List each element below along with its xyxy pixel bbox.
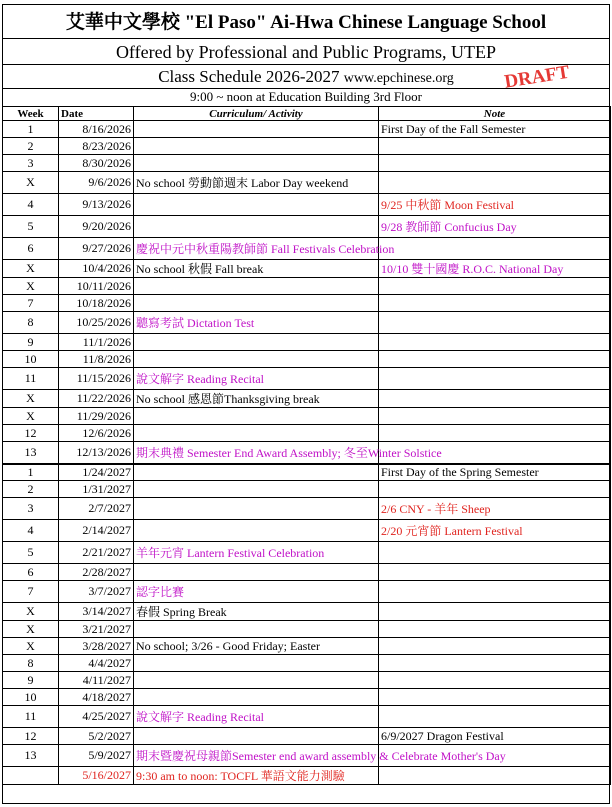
note-cell bbox=[379, 672, 611, 689]
note-cell bbox=[379, 767, 611, 785]
date-cell: 8/30/2026 bbox=[59, 155, 134, 172]
table-row bbox=[3, 138, 611, 155]
note-cell bbox=[379, 295, 611, 312]
note-cell bbox=[379, 390, 611, 408]
date-cell: 4/18/2027 bbox=[59, 689, 134, 706]
curriculum-cell: 慶祝中元中秋重陽教師節 Fall Festivals Celebration bbox=[134, 238, 379, 260]
curriculum-cell bbox=[134, 520, 379, 542]
note-cell bbox=[379, 138, 611, 155]
curriculum-cell bbox=[134, 481, 379, 498]
date-cell: 2/7/2027 bbox=[59, 498, 134, 520]
note-cell bbox=[379, 603, 611, 621]
table-row bbox=[3, 172, 611, 194]
table-row bbox=[3, 121, 611, 138]
table-header-row bbox=[3, 107, 611, 121]
week-cell: X bbox=[3, 278, 59, 295]
week-cell: X bbox=[3, 638, 59, 655]
note-cell bbox=[379, 706, 611, 728]
date-cell: 4/25/2027 bbox=[59, 706, 134, 728]
table-row bbox=[3, 278, 611, 295]
date-cell: 3/28/2027 bbox=[59, 638, 134, 655]
note-cell bbox=[379, 312, 611, 334]
table-row bbox=[3, 655, 611, 672]
table-row bbox=[3, 638, 611, 655]
week-cell: 11 bbox=[3, 706, 59, 728]
date-cell: 3/21/2027 bbox=[59, 621, 134, 638]
week-cell: 11 bbox=[3, 368, 59, 390]
week-cell: 7 bbox=[3, 295, 59, 312]
note-cell: First Day of the Spring Semester bbox=[379, 464, 611, 481]
date-cell: 4/4/2027 bbox=[59, 655, 134, 672]
week-cell: 6 bbox=[3, 564, 59, 581]
curriculum-cell: No school 秋假 Fall break bbox=[134, 260, 379, 278]
date-cell: 12/6/2026 bbox=[59, 425, 134, 442]
date-cell: 9/13/2026 bbox=[59, 194, 134, 216]
week-cell: 4 bbox=[3, 194, 59, 216]
note-cell: 6/9/2027 Dragon Festival bbox=[379, 728, 611, 745]
note-cell bbox=[379, 564, 611, 581]
week-cell: 9 bbox=[3, 334, 59, 351]
date-cell: 9/6/2026 bbox=[59, 172, 134, 194]
curriculum-cell bbox=[134, 464, 379, 481]
note-cell bbox=[379, 481, 611, 498]
table-row bbox=[3, 581, 611, 603]
curriculum-cell: 認字比賽 bbox=[134, 581, 379, 603]
date-cell: 3/14/2027 bbox=[59, 603, 134, 621]
week-cell: 12 bbox=[3, 728, 59, 745]
week-cell: 12 bbox=[3, 425, 59, 442]
date-cell: 11/15/2026 bbox=[59, 368, 134, 390]
table-row bbox=[3, 368, 611, 390]
note-cell bbox=[379, 655, 611, 672]
note-cell bbox=[379, 581, 611, 603]
week-cell: 1 bbox=[3, 121, 59, 138]
curriculum-cell bbox=[134, 216, 379, 238]
note-cell bbox=[379, 638, 611, 655]
week-cell: 3 bbox=[3, 498, 59, 520]
date-cell: 1/24/2027 bbox=[59, 464, 134, 481]
table-row bbox=[3, 312, 611, 334]
date-cell: 2/21/2027 bbox=[59, 542, 134, 564]
date-cell: 10/18/2026 bbox=[59, 295, 134, 312]
date-cell: 8/16/2026 bbox=[59, 121, 134, 138]
date-cell: 11/1/2026 bbox=[59, 334, 134, 351]
date-cell: 9/27/2026 bbox=[59, 238, 134, 260]
date-cell: 5/16/2027 bbox=[59, 767, 134, 785]
table-row bbox=[3, 295, 611, 312]
curriculum-cell bbox=[134, 278, 379, 295]
column-header-curriculum: Curriculum/ Activity bbox=[134, 107, 379, 121]
curriculum-cell bbox=[134, 351, 379, 368]
curriculum-cell bbox=[134, 138, 379, 155]
curriculum-cell: No school 勞動節週末 Labor Day weekend bbox=[134, 172, 379, 194]
date-cell: 10/11/2026 bbox=[59, 278, 134, 295]
table-row bbox=[3, 498, 611, 520]
week-cell: 13 bbox=[3, 745, 59, 767]
divider bbox=[2, 38, 610, 39]
date-cell: 11/8/2026 bbox=[59, 351, 134, 368]
date-cell: 8/23/2026 bbox=[59, 138, 134, 155]
table-row bbox=[3, 260, 611, 278]
table-row bbox=[3, 442, 611, 464]
table-row bbox=[3, 689, 611, 706]
table-row bbox=[3, 464, 611, 481]
program-subtitle: Offered by Professional and Public Programs, UTEP bbox=[115, 42, 497, 62]
curriculum-cell bbox=[134, 728, 379, 745]
table-row bbox=[3, 672, 611, 689]
table-row bbox=[3, 425, 611, 442]
date-cell: 5/9/2027 bbox=[59, 745, 134, 767]
week-cell: X bbox=[3, 603, 59, 621]
note-cell bbox=[379, 351, 611, 368]
date-cell: 4/11/2027 bbox=[59, 672, 134, 689]
column-header-date: Date bbox=[59, 107, 134, 121]
table-row bbox=[3, 351, 611, 368]
curriculum-cell bbox=[134, 194, 379, 216]
curriculum-cell: 說文解字 Reading Recital bbox=[134, 368, 379, 390]
curriculum-cell: No school 感恩節Thanksgiving break bbox=[134, 390, 379, 408]
week-cell: 8 bbox=[3, 312, 59, 334]
curriculum-cell bbox=[134, 408, 379, 425]
table-row bbox=[3, 334, 611, 351]
date-cell: 2/28/2027 bbox=[59, 564, 134, 581]
curriculum-cell bbox=[134, 655, 379, 672]
week-cell: X bbox=[3, 621, 59, 638]
curriculum-cell: 羊年元宵 Lantern Festival Celebration bbox=[134, 542, 379, 564]
week-cell: X bbox=[3, 408, 59, 425]
note-cell bbox=[379, 238, 611, 260]
date-cell: 9/20/2026 bbox=[59, 216, 134, 238]
week-cell: 2 bbox=[3, 481, 59, 498]
week-cell: 8 bbox=[3, 655, 59, 672]
table-row bbox=[3, 621, 611, 638]
divider bbox=[2, 64, 610, 65]
column-header-week: Week bbox=[3, 107, 59, 121]
table-row bbox=[3, 564, 611, 581]
note-cell bbox=[379, 621, 611, 638]
note-cell bbox=[379, 408, 611, 425]
date-cell: 5/2/2027 bbox=[59, 728, 134, 745]
note-cell: 2/20 元宵節 Lantern Festival bbox=[379, 520, 611, 542]
curriculum-cell: 聽寫考試 Dictation Test bbox=[134, 312, 379, 334]
note-cell: 9/28 教師節 Confucius Day bbox=[379, 216, 611, 238]
note-cell: 10/10 雙十國慶 R.O.C. National Day bbox=[379, 260, 611, 278]
curriculum-cell bbox=[134, 564, 379, 581]
time-location: 9:00 ~ noon at Education Building 3rd Floor bbox=[190, 89, 422, 104]
curriculum-cell: No school; 3/26 - Good Friday; Easter bbox=[134, 638, 379, 655]
date-cell: 1/31/2027 bbox=[59, 481, 134, 498]
table-row bbox=[3, 216, 611, 238]
curriculum-cell: 期末典禮 Semester End Award Assembly; 冬至Winter Solstice bbox=[134, 442, 379, 464]
school-title: 艾華中文學校 "El Paso" Ai-Hwa Chinese Language School bbox=[65, 12, 547, 33]
table-row bbox=[3, 481, 611, 498]
note-cell: 2/6 CNY - 羊年 Sheep bbox=[379, 498, 611, 520]
week-cell: 10 bbox=[3, 689, 59, 706]
curriculum-cell bbox=[134, 425, 379, 442]
schedule-table bbox=[2, 106, 611, 785]
table-row bbox=[3, 706, 611, 728]
note-cell bbox=[379, 368, 611, 390]
week-cell: X bbox=[3, 172, 59, 194]
table-row bbox=[3, 194, 611, 216]
date-cell: 11/22/2026 bbox=[59, 390, 134, 408]
week-cell: 2 bbox=[3, 138, 59, 155]
curriculum-cell: 說文解字 Reading Recital bbox=[134, 706, 379, 728]
date-cell: 3/7/2027 bbox=[59, 581, 134, 603]
note-cell bbox=[379, 172, 611, 194]
note-cell bbox=[379, 155, 611, 172]
curriculum-cell bbox=[134, 689, 379, 706]
date-cell: 12/13/2026 bbox=[59, 442, 134, 464]
curriculum-cell: 春假 Spring Break bbox=[134, 603, 379, 621]
curriculum-cell bbox=[134, 295, 379, 312]
website-link[interactable]: www.epchinese.org bbox=[343, 71, 454, 86]
table-row bbox=[3, 520, 611, 542]
week-cell: X bbox=[3, 260, 59, 278]
curriculum-cell bbox=[134, 121, 379, 138]
curriculum-cell: 9:30 am to noon: TOCFL 華語文能力測驗 bbox=[134, 767, 379, 785]
table-row bbox=[3, 542, 611, 564]
table-row bbox=[3, 390, 611, 408]
table-row bbox=[3, 408, 611, 425]
schedule-label: Class Schedule 2026-2027 bbox=[158, 67, 340, 86]
note-cell bbox=[379, 425, 611, 442]
curriculum-cell bbox=[134, 498, 379, 520]
week-cell: 5 bbox=[3, 216, 59, 238]
note-cell: 9/25 中秋節 Moon Festival bbox=[379, 194, 611, 216]
table-row bbox=[3, 155, 611, 172]
column-header-note: Note bbox=[379, 107, 611, 121]
week-cell bbox=[3, 767, 59, 785]
week-cell: X bbox=[3, 390, 59, 408]
table-row bbox=[3, 728, 611, 745]
curriculum-cell bbox=[134, 672, 379, 689]
table-row bbox=[3, 238, 611, 260]
note-cell bbox=[379, 278, 611, 295]
note-cell bbox=[379, 334, 611, 351]
table-row bbox=[3, 745, 611, 767]
week-cell: 9 bbox=[3, 672, 59, 689]
week-cell: 6 bbox=[3, 238, 59, 260]
draft-stamp: DRAFT bbox=[503, 61, 571, 93]
week-cell: 1 bbox=[3, 464, 59, 481]
week-cell: 13 bbox=[3, 442, 59, 464]
week-cell: 7 bbox=[3, 581, 59, 603]
date-cell: 10/25/2026 bbox=[59, 312, 134, 334]
note-cell bbox=[379, 542, 611, 564]
week-cell: 3 bbox=[3, 155, 59, 172]
table-row bbox=[3, 767, 611, 785]
table-row bbox=[3, 603, 611, 621]
note-cell: First Day of the Fall Semester bbox=[379, 121, 611, 138]
date-cell: 10/4/2026 bbox=[59, 260, 134, 278]
curriculum-cell bbox=[134, 334, 379, 351]
week-cell: 5 bbox=[3, 542, 59, 564]
date-cell: 11/29/2026 bbox=[59, 408, 134, 425]
curriculum-cell bbox=[134, 621, 379, 638]
date-cell: 2/14/2027 bbox=[59, 520, 134, 542]
curriculum-cell: 期末暨慶祝母親節Semester end award assembly & Celebrate Mother's Day bbox=[134, 745, 379, 767]
note-cell bbox=[379, 689, 611, 706]
week-cell: 10 bbox=[3, 351, 59, 368]
curriculum-cell bbox=[134, 155, 379, 172]
week-cell: 4 bbox=[3, 520, 59, 542]
